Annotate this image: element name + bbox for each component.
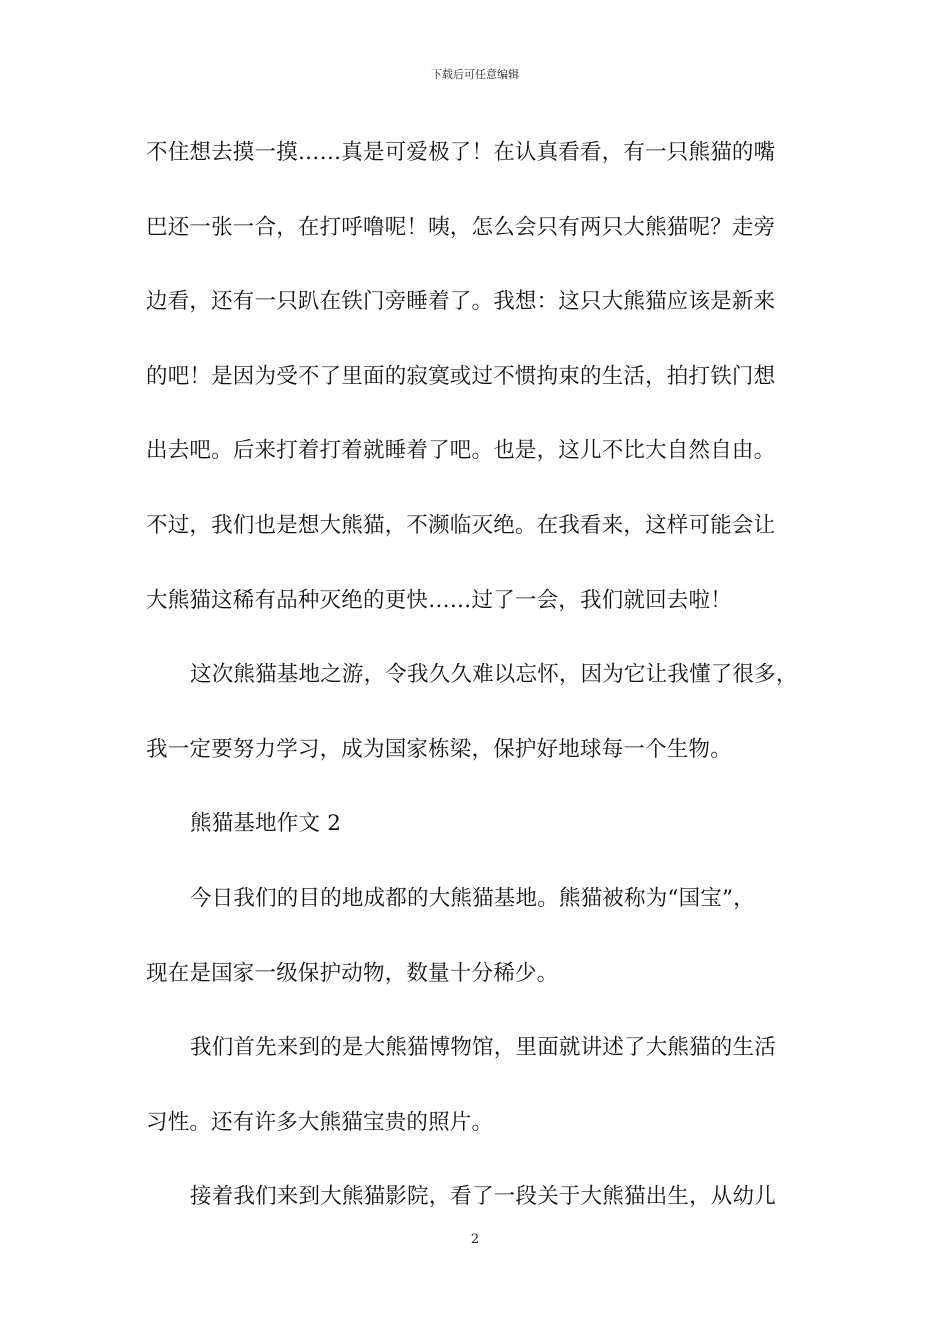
text-line-14: 习性。还有许多大熊猫宝贵的照片。	[146, 1109, 494, 1135]
text-line-9: 我一定要努力学习，成为国家栋梁，保护好地球每一个生物。	[146, 736, 732, 762]
text-line-2: 巴还一张一合，在打呼噜呢！咦，怎么会只有两只大熊猫呢？走旁	[146, 214, 776, 240]
text-line-12: 现在是国家一级保护动物，数量十分稀少。	[146, 960, 559, 986]
text-line-4: 的吧！是因为受不了里面的寂寞或过不惯拘束的生活，拍打铁门想	[146, 363, 776, 389]
page-header: 下载后可任意编辑	[431, 68, 519, 81]
text-line-3: 边看，还有一只趴在铁门旁睡着了。我想：这只大熊猫应该是新来	[146, 289, 776, 315]
text-line-11: 今日我们的目的地成都的大熊猫基地。熊猫被称为“国宝”，	[190, 885, 755, 911]
text-line-13: 我们首先来到的是大熊猫博物馆，里面就讲述了大熊猫的生活	[190, 1035, 776, 1061]
section-heading: 熊猫基地作文 2	[190, 811, 342, 837]
text-line-5: 出去吧。后来打着打着就睡着了吧。也是，这儿不比大自然自由。	[146, 438, 776, 464]
text-line-6: 不过，我们也是想大熊猫，不濒临灭绝。在我看来，这样可能会让	[146, 512, 776, 538]
body-text	[146, 136, 836, 1255]
text-line-1: 不住想去摸一摸……真是可爱极了！在认真看看，有一只熊猫的嘴	[146, 140, 776, 165]
text-line-8: 这次熊猫基地之游，令我久久难以忘怀，因为它让我懂了很多，	[190, 662, 798, 688]
page-number: 2	[470, 1232, 480, 1247]
text-line-7: 大熊猫这稀有品种灭绝的更快……过了一会，我们就回去啦！	[146, 587, 732, 613]
text-line-15: 接着我们来到大熊猫影院，看了一段关于大熊猫出生，从幼儿	[190, 1184, 776, 1210]
